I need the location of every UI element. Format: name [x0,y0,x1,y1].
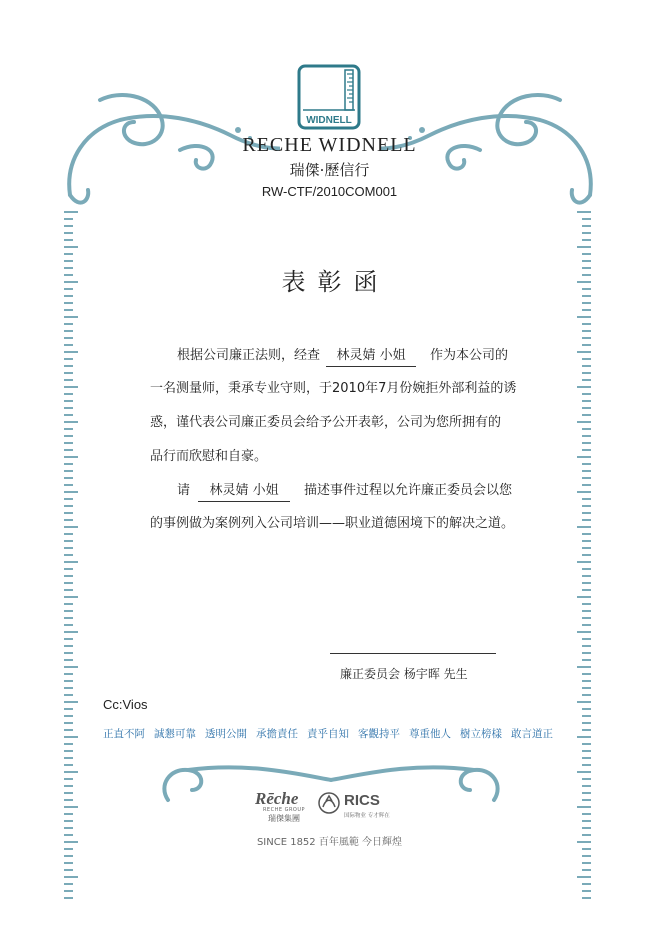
rics-text: RICS [344,792,380,809]
widnell-logo [297,64,361,130]
cc-line: Cc:Vios [103,697,148,712]
right-ruler-border [577,210,591,905]
rics-cn-text: 国际物业 专才辉在 [344,813,390,819]
paragraph1-line4: 品行而欣慰和自豪。 [150,449,268,464]
paragraph1-line3: 惑，谨代表公司廉正委员会给予公开表彰，公司为您所拥有的 [150,415,502,430]
brand-name-chinese: 瑞傑·歷信行 [289,161,370,179]
signature-line [330,653,496,654]
footer-tagline: SINCE 1852 百年風範 今日輝煌 [256,837,403,848]
rics-emblem-icon [318,792,340,814]
logo-text: WIDNELL [306,115,352,126]
recipient-name-1: 林灵婧 小姐 [326,346,416,367]
value-item: 敢言道正 [511,728,553,740]
document-title: 表彰函 [281,268,390,296]
reche-group-logo [255,790,313,824]
value-item: 正直不阿 [103,728,145,740]
p1-line1-end: 作为本公司的 [430,348,509,363]
value-item: 承擔責任 [256,728,298,740]
value-item: 責乎自知 [307,728,349,740]
reference-number: RW-CTF/2010COM001 [261,184,398,199]
paragraph1-line2: 一名测量师，秉承专业守则，于2010年7月份婉拒外部利益的诱 [150,381,517,396]
signatory: 廉正委员会 杨宇晖 先生 [340,667,468,681]
core-values-row [103,726,553,741]
reche-cn-text: 瑞傑集團 [268,814,300,823]
brand-name-english: RECHE WIDNELL [242,134,417,156]
value-item: 尊重他人 [409,728,451,740]
paragraph1-line1 [177,346,508,367]
value-item: 樹立榜樣 [460,728,502,740]
value-item: 客觀持平 [358,728,400,740]
recipient-name-2: 林灵婧 小姐 [198,481,290,502]
reche-group-text: RECHE GROUP [262,807,306,813]
p2-line1-start: 请 [177,483,191,498]
left-ruler-border [64,210,78,905]
reche-logo-text: Rēche [255,789,299,808]
paragraph2-line2: 的事例做为案例列入公司培训——职业道德困境下的解决之道。 [150,516,515,531]
paragraph2-line1 [177,481,512,502]
p2-line1-end: 描述事件过程以允许廉正委员会以您 [304,483,513,498]
p1-line1-start: 根据公司廉正法则，经查 [177,348,321,363]
value-item: 誠懇可靠 [154,728,196,740]
value-item: 透明公開 [205,728,247,740]
